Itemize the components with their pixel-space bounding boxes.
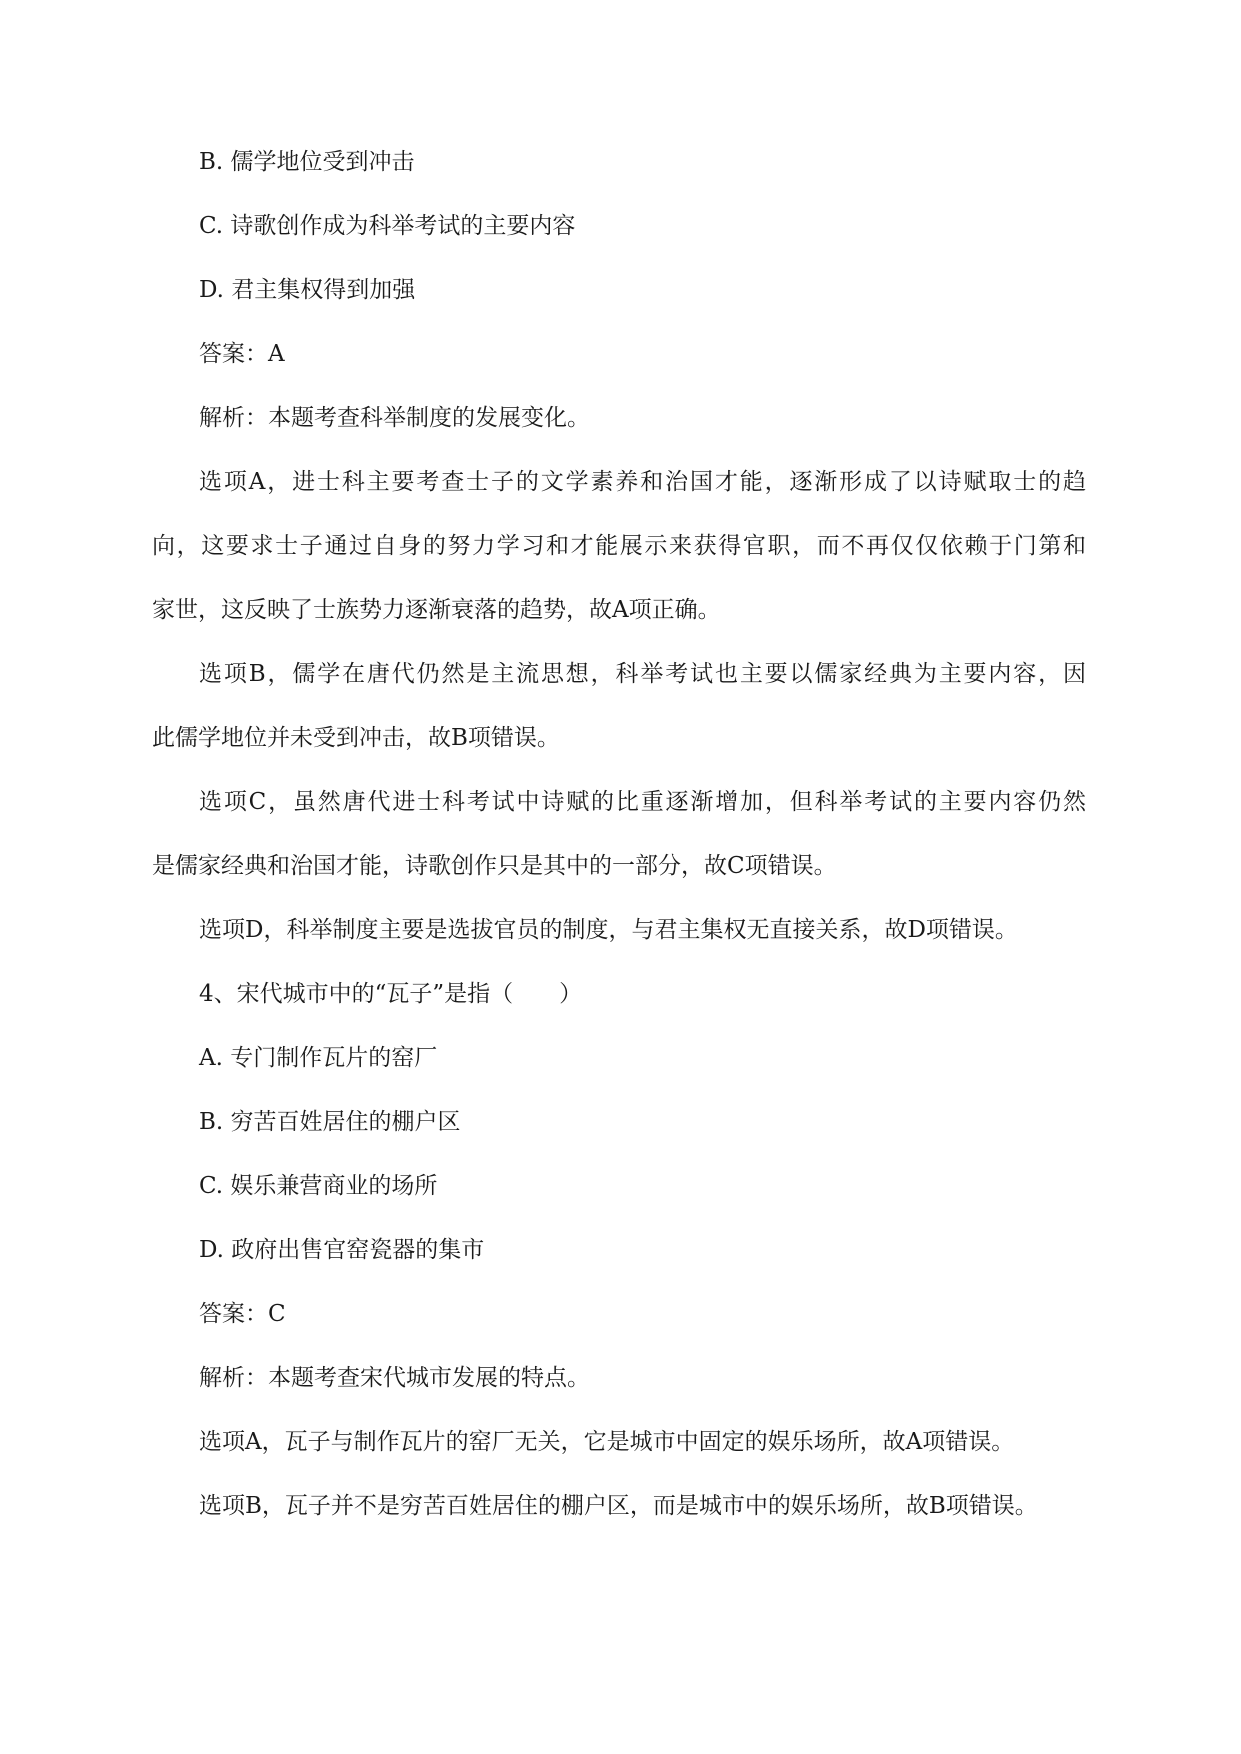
option-b: B. 穷苦百姓居住的棚户区	[199, 1109, 461, 1135]
explanation-line: 向，这要求士子通过自身的努力学习和才能展示来获得官职，而不再仅仅依赖于门第和	[152, 533, 1086, 559]
answer: 答案：A	[199, 341, 285, 367]
explanation-line: 此儒学地位并未受到冲击，故B项错误。	[152, 725, 560, 751]
explanation-d: 选项D，科举制度主要是选拔官员的制度，与君主集权无直接关系，故D项错误。	[199, 917, 1018, 943]
option-d: D. 政府出售官窑瓷器的集市	[199, 1237, 485, 1263]
option-b: B. 儒学地位受到冲击	[199, 149, 415, 175]
option-c: C. 诗歌创作成为科举考试的主要内容	[199, 213, 576, 239]
question-4-stem: 4、宋代城市中的“瓦子”是指（ ）	[199, 981, 583, 1007]
analysis: 解析：本题考查宋代城市发展的特点。	[199, 1365, 590, 1391]
explanation-c	[152, 780, 1086, 888]
explanation-a	[152, 460, 1086, 632]
explanation-line: 选项C，虽然唐代进士科考试中诗赋的比重逐渐增加，但科举考试的主要内容仍然	[199, 789, 1086, 815]
explanation-line: 选项A，进士科主要考查士子的文学素养和治国才能，逐渐形成了以诗赋取士的趋	[199, 469, 1086, 495]
explanation-b	[152, 652, 1086, 760]
explanation-line: 家世，这反映了士族势力逐渐衰落的趋势，故A项正确。	[152, 597, 721, 623]
explanation-a: 选项A，瓦子与制作瓦片的窑厂无关，它是城市中固定的娱乐场所，故A项错误。	[199, 1429, 1015, 1455]
explanation-line: 选项B，儒学在唐代仍然是主流思想，科举考试也主要以儒家经典为主要内容，因	[199, 661, 1086, 687]
option-c: C. 娱乐兼营商业的场所	[199, 1173, 438, 1199]
answer: 答案：C	[199, 1301, 286, 1327]
explanation-line: 是儒家经典和治国才能，诗歌创作只是其中的一部分，故C项错误。	[152, 853, 837, 879]
explanation-b: 选项B，瓦子并不是穷苦百姓居住的棚户区，而是城市中的娱乐场所，故B项错误。	[199, 1493, 1038, 1519]
option-a: A. 专门制作瓦片的窑厂	[199, 1045, 438, 1071]
option-d: D. 君主集权得到加强	[199, 277, 416, 303]
analysis: 解析：本题考查科举制度的发展变化。	[199, 405, 590, 431]
document-body	[152, 140, 1086, 1548]
